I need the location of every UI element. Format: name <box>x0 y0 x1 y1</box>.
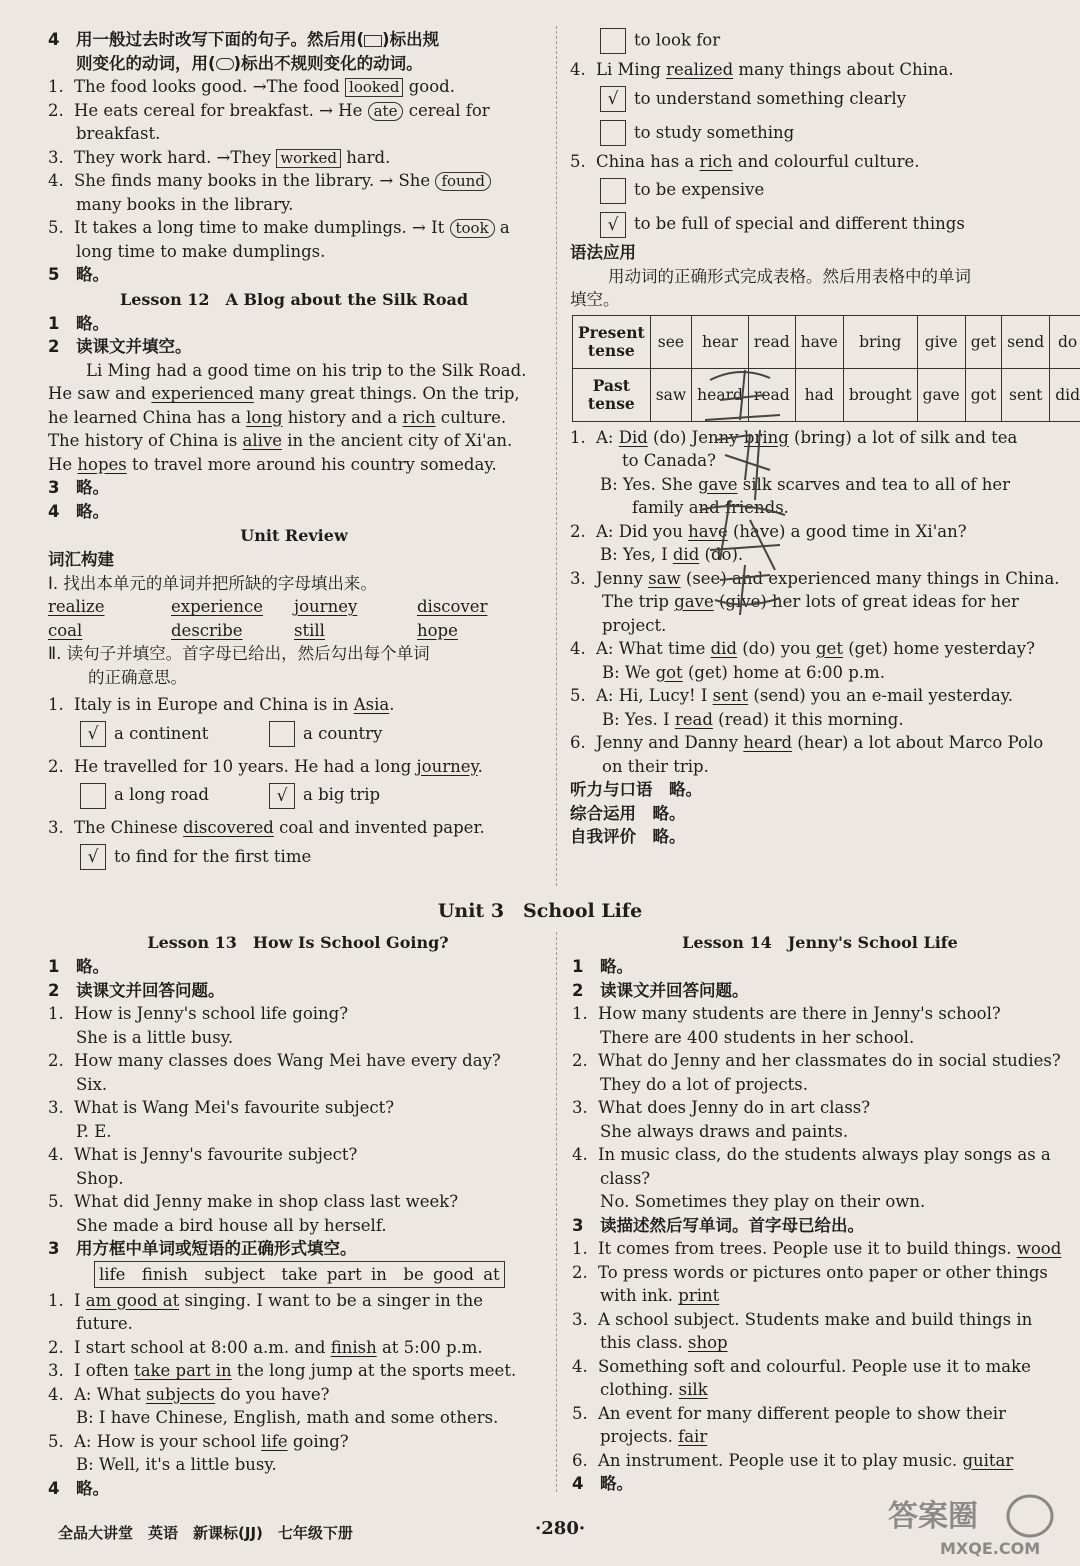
checkbox-checked: √ <box>600 212 626 238</box>
vocab-part-ii: Ⅱ. 读句子并填空。首字母已给出，然后勾出每个单词 <box>48 644 430 663</box>
grammar-item-5a: 5. A: Hi, Lucy! I sent (send) you an e-mail yesterday. <box>570 686 1014 705</box>
option-label: a long road <box>114 785 209 804</box>
grammar-item-1a: 1. A: Did (do) Jenny bring (bring) a lot of silk and tea <box>570 427 1018 447</box>
item-text: The Chinese <box>74 818 184 837</box>
question-text: What is Wang Mei's favourite subject? <box>74 1098 395 1117</box>
svg-text:MXQE.COM: MXQE.COM <box>940 1539 1041 1558</box>
answer: take part in <box>134 1361 232 1380</box>
l12-q4: 4 略。 <box>48 501 109 521</box>
grammar-item-2a: 2. A: Did you have (have) a good time in Xi'an? <box>570 521 967 541</box>
phrase-box-row <box>48 1261 548 1289</box>
item-continuation: B: I have Chinese, English, math and some others. <box>76 1408 499 1427</box>
question-4-items <box>48 75 540 263</box>
grammar-item-6-cont: on their trip. <box>602 756 709 776</box>
item-number: 4. <box>572 1145 588 1164</box>
item-text: . <box>389 695 395 714</box>
unit-3-title: Unit 3 School Life <box>437 900 643 922</box>
item-text: I often <box>74 1361 135 1380</box>
item-number: 4. <box>48 171 64 190</box>
answer: print <box>678 1286 720 1305</box>
passage-line: He hopes to travel more around his country someday. <box>48 454 497 474</box>
answer: shop <box>688 1333 728 1352</box>
grammar-item-4b: B: We got (get) home at 6:00 p.m. <box>602 662 885 682</box>
answer: guitar <box>962 1450 1014 1470</box>
vocab-word: describe <box>171 620 243 640</box>
grammar-item-3-cont: The trip gave (give) her lots of great ideas for her <box>602 592 1019 611</box>
vocab-word: hope <box>417 620 458 640</box>
list-item <box>572 1402 1068 1426</box>
grammar-item-6: 6. Jenny and Danny heard (hear) a lot about Marco Polo <box>570 733 1044 752</box>
lesson-13-column <box>48 930 548 1500</box>
lesson-14-column <box>572 930 1068 1496</box>
item-text: He eats cereal for breakfast. → He <box>74 100 368 120</box>
item-text: An event for many different people to show their <box>598 1403 1006 1423</box>
answer: alive <box>242 431 283 450</box>
question-text: How many classes does Wang Mei have every day? <box>74 1051 501 1070</box>
circled-answer: took <box>450 219 495 238</box>
item-text: A: How is your school <box>74 1431 262 1451</box>
past-tense-cell: had <box>795 368 843 421</box>
option-row <box>48 840 540 874</box>
vocab-word: journey <box>294 597 358 616</box>
list-item <box>48 1336 548 1360</box>
lesson-14-title: Lesson 14 Jenny's School Life <box>682 933 958 952</box>
svg-text:答案圈: 答案圈 <box>888 1499 978 1534</box>
question-row <box>48 1049 548 1073</box>
item-text: She finds many books in the library. → She <box>74 171 436 190</box>
word-row <box>48 595 540 619</box>
vocab-word: still <box>294 620 325 640</box>
item-continuation: long time to make dumplings. <box>76 241 326 261</box>
word-row <box>48 619 540 643</box>
passage-line: Li Ming had a good time on his trip to the Silk Road. <box>86 360 527 380</box>
item-number: 4. <box>48 1145 64 1164</box>
option-row: to study something <box>570 116 1062 150</box>
list-item <box>48 755 540 779</box>
question-continuation: class? <box>600 1168 651 1188</box>
present-tense-cell: see <box>650 315 691 368</box>
item-text: It comes from trees. People use it to build things. <box>598 1239 1017 1258</box>
answer: read <box>674 709 713 729</box>
answer: discovered <box>183 818 274 837</box>
checkbox <box>600 28 626 54</box>
question-row <box>572 1049 1068 1073</box>
circled-answer: found <box>435 172 491 191</box>
item-text: A school subject. Students make and build things in <box>598 1309 1033 1329</box>
question-text: In music class, do the students always play songs as a <box>598 1145 1051 1164</box>
item-number: 3. <box>48 1098 64 1117</box>
past-tense-cell: read <box>748 368 795 421</box>
vocab-part-i: Ⅰ. 找出本单元的单词并把所缺的字母填出来。 <box>48 573 377 593</box>
item-text: projects. <box>600 1427 679 1446</box>
tense-table <box>572 315 1080 422</box>
answer-text: No. Sometimes they play on their own. <box>600 1192 926 1211</box>
answer: bring <box>743 427 789 447</box>
list-item <box>48 1289 548 1313</box>
watermark-logo <box>880 1488 1070 1560</box>
item-number: 3. <box>48 147 64 167</box>
vocab-word: discover <box>417 597 488 616</box>
l12-q1: 1 略。 <box>48 313 109 333</box>
answer: have <box>688 521 728 541</box>
vocab-ii-items <box>48 693 540 874</box>
answer: rich <box>402 407 436 427</box>
answer-text: Six. <box>76 1074 108 1094</box>
answer: wood <box>1016 1239 1062 1258</box>
item-number: 2. <box>48 100 64 120</box>
question-text: What is Jenny's favourite subject? <box>74 1145 358 1164</box>
answer: experienced <box>151 384 254 403</box>
l13-q4: 4 略。 <box>48 1478 109 1498</box>
option-label: a country <box>303 723 383 743</box>
item-continuation <box>572 1378 1068 1402</box>
item-text: They work hard. →They <box>74 147 277 167</box>
item-text: this class. <box>600 1333 689 1352</box>
item-text: at 5:00 p.m. <box>376 1337 483 1357</box>
option-label: a big trip <box>303 785 381 804</box>
present-tense-cell: read <box>748 315 795 368</box>
present-tense-cell: have <box>795 315 843 368</box>
list-item <box>572 1449 1068 1473</box>
grammar-item-3-cont2: project. <box>602 615 667 635</box>
left-column-top <box>48 28 540 874</box>
answer-text: She is a little busy. <box>76 1027 234 1047</box>
grammar-heading: 语法应用 <box>570 243 636 262</box>
answer: silk <box>678 1380 708 1399</box>
item-text: An instrument. People use it to play music. <box>598 1450 963 1470</box>
item-text: It takes a long time to make dumplings. → It <box>74 218 450 237</box>
grammar-item-2b: B: Yes, I did (do). <box>600 545 744 564</box>
answer: gave <box>674 592 714 611</box>
answer: fair <box>678 1427 708 1446</box>
answer: life <box>261 1431 288 1451</box>
item-text: clothing. <box>600 1380 679 1399</box>
item-text: good. <box>403 77 455 96</box>
item-number: 3. <box>572 1098 588 1117</box>
past-tense-cell: saw <box>650 368 691 421</box>
present-tense-cell: hear <box>692 315 749 368</box>
grammar-item-3: 3. Jenny saw (see) and experienced many things in China. <box>570 568 1060 588</box>
l12-q2: 2 读课文并填空。 <box>48 337 192 356</box>
option-row: to look for <box>570 28 1062 58</box>
checkbox-checked: √ <box>600 86 626 112</box>
item-text: A: What <box>74 1384 147 1404</box>
question-text: How is Jenny's school life going? <box>74 1004 349 1023</box>
box-symbol <box>364 35 382 47</box>
lesson-13-title: Lesson 13 How Is School Going? <box>147 933 449 952</box>
answer: did <box>710 639 737 658</box>
self-evaluation-section: 自我评价 略。 <box>570 827 686 846</box>
right-column-top <box>570 28 1080 849</box>
item-text: Italy is in Europe and China is in <box>74 695 354 714</box>
question-row <box>572 1002 1068 1026</box>
answer: Did <box>618 427 648 447</box>
past-tense-cell: gave <box>917 368 965 421</box>
item-continuation: B: Well, it's a little busy. <box>76 1455 277 1474</box>
l12-q3: 3 略。 <box>48 478 109 497</box>
present-tense-cell: bring <box>843 315 917 368</box>
item-continuation: breakfast. <box>76 124 161 143</box>
answer: journey <box>416 756 478 776</box>
present-tense-cell: get <box>965 315 1001 368</box>
l13-q2: 2 读课文并回答问题。 <box>48 980 225 1000</box>
grammar-item-1b-cont: family and friends. <box>632 498 789 517</box>
item-text: He travelled for 10 years. He had a long <box>74 756 417 776</box>
answer: hopes <box>77 454 127 474</box>
passage <box>48 359 540 477</box>
question-4-instruction-cont: 则变化的动词，用( )标出不规则变化的动词。 <box>76 53 423 73</box>
item-text: going? <box>287 1431 349 1451</box>
passage-line: He saw and experienced many great things. On the trip, <box>48 384 520 403</box>
list-item <box>48 1430 548 1454</box>
column-divider <box>556 932 557 1492</box>
checkbox <box>269 721 295 747</box>
vocab-heading: 词汇构建 <box>48 550 114 569</box>
question-row <box>48 1002 548 1026</box>
question-4-instruction: 4 用一般过去时改写下面的句子。然后用( )标出规 <box>48 30 440 49</box>
l14-q2: 2 读课文并回答问题。 <box>572 980 749 1000</box>
boxed-answer: worked <box>276 149 341 168</box>
question-text: How many students are there in Jenny's school? <box>598 1004 1001 1023</box>
answer: sent <box>712 686 749 705</box>
item-text: I <box>74 1290 86 1310</box>
answer: get <box>816 639 843 658</box>
item-number: 1. <box>572 1239 588 1258</box>
option-row <box>48 717 540 751</box>
question-text: What do Jenny and her classmates do in social studies? <box>598 1051 1061 1070</box>
item-text: hard. <box>340 147 391 167</box>
item-text: coal and invented paper. <box>273 818 485 837</box>
item-number: 5. <box>48 1431 64 1451</box>
l13-qa-list <box>48 1002 548 1237</box>
item-text: The food looks good. →The food <box>74 77 346 96</box>
item-continuation: many books in the library. <box>76 194 294 214</box>
l14-q3: 3 读描述然后写单词。首字母已给出。 <box>572 1215 864 1235</box>
grammar-instruction: 用动词的正确形式完成表格。然后用表格中的单词 <box>608 266 971 286</box>
item-number: 3. <box>48 1361 64 1380</box>
grammar-instruction-cont: 填空。 <box>570 290 620 309</box>
unit-review-title: Unit Review <box>240 526 348 545</box>
item-text: Something soft and colourful. People use it to make <box>598 1356 1031 1376</box>
answer-text: They do a lot of projects. <box>600 1074 809 1094</box>
list-item <box>572 1237 1068 1261</box>
item-number: 5. <box>572 1403 588 1423</box>
item-number: 2. <box>572 1051 588 1070</box>
past-tense-cell: heard <box>692 368 749 421</box>
list-item <box>48 169 540 193</box>
vocab-word: coal <box>48 620 83 640</box>
vocab-word: realize <box>48 597 105 616</box>
answer: realized <box>666 60 734 79</box>
checkbox <box>80 783 106 809</box>
comprehensive-section: 综合运用 略。 <box>570 803 686 823</box>
item-number: 1. <box>48 1290 64 1310</box>
lesson-12-title: Lesson 12 A Blog about the Silk Road <box>119 289 469 309</box>
boxed-answer: looked <box>345 78 403 97</box>
grammar-item-1b: B: Yes. She gave silk scarves and tea to all of her <box>600 474 1011 494</box>
question-text: What did Jenny make in shop class last week? <box>74 1192 459 1211</box>
question-row <box>48 1190 548 1214</box>
vocab-word: experience <box>171 597 263 616</box>
item-continuation: future. <box>76 1314 133 1333</box>
list-item <box>572 1355 1068 1379</box>
answer-text: She made a bird house all by herself. <box>76 1215 387 1235</box>
checkbox-checked: √ <box>269 783 295 809</box>
present-tense-cell: do <box>1050 315 1080 368</box>
answer: rich <box>699 151 733 171</box>
item-number: 1. <box>48 1004 64 1023</box>
checkbox-checked: √ <box>80 721 106 747</box>
list-item <box>572 1261 1068 1285</box>
item-number: 4. <box>48 1384 64 1404</box>
phrase-box: life finish subject take part in be good at <box>94 1261 505 1289</box>
l13-fill-list <box>48 1289 548 1477</box>
list-item <box>48 1383 548 1407</box>
footer-book-title: 全品大讲堂 英语 新课标(JJ) 七年级下册 <box>58 1524 353 1542</box>
grammar-item-4a: 4. A: What time did (do) you get (get) home yesterday? <box>570 639 1035 658</box>
answer-text: Shop. <box>76 1168 124 1188</box>
item-number: 5. <box>48 1192 64 1211</box>
list-item <box>48 216 540 240</box>
answer: finish <box>330 1337 377 1357</box>
question-text: What does Jenny do in art class? <box>598 1098 871 1117</box>
list-item <box>48 1359 548 1383</box>
checkbox <box>600 178 626 204</box>
checkbox-checked: √ <box>80 844 106 870</box>
item-4: 4. Li Ming realized many things about China. <box>570 60 954 79</box>
item-number: 3. <box>48 818 64 837</box>
past-tense-cell: sent <box>1002 368 1050 421</box>
item-text: do you have? <box>214 1384 330 1404</box>
item-text: the long jump at the sports meet. <box>231 1361 517 1380</box>
answer-text: She always draws and paints. <box>600 1121 849 1141</box>
answer-text: There are 400 students in her school. <box>600 1027 915 1047</box>
item-number: 5. <box>48 218 64 237</box>
answer: heard <box>743 733 793 752</box>
item-number: 1. <box>572 1004 588 1023</box>
passage-line: The history of China is alive in the ancient city of Xi'an. <box>48 431 513 450</box>
checkbox <box>600 120 626 146</box>
item-text: I start school at 8:00 a.m. and <box>74 1337 331 1357</box>
listening-section: 听力与口语 略。 <box>570 780 702 799</box>
l14-q4: 4 略。 <box>572 1474 633 1493</box>
answer: got <box>655 662 683 682</box>
handwritten-scribble <box>690 360 800 620</box>
oval-symbol <box>216 58 234 70</box>
item-text: cereal for <box>403 100 490 120</box>
circled-answer: ate <box>368 102 404 121</box>
past-tense-label: Past tense <box>573 368 651 421</box>
present-tense-cell: send <box>1002 315 1050 368</box>
item-number: 2. <box>48 1337 64 1357</box>
answer: did <box>672 545 700 564</box>
option-row: to be expensive <box>570 173 1062 207</box>
item-continuation <box>572 1425 1068 1449</box>
item-number: 2. <box>48 1051 64 1070</box>
list-item <box>572 1308 1068 1332</box>
answer: gave <box>698 474 738 494</box>
present-tense-cell: give <box>917 315 965 368</box>
item-text: singing. I want to be a singer in the <box>179 1290 484 1310</box>
question-row <box>48 1096 548 1120</box>
item-number: 1. <box>48 77 64 96</box>
item-number: 4. <box>572 1356 588 1376</box>
question-row <box>572 1143 1068 1167</box>
column-divider <box>556 26 557 886</box>
passage-line: he learned China has a long history and a rich culture. <box>48 407 507 427</box>
list-item <box>48 75 540 99</box>
item-number: 1. <box>48 695 64 714</box>
option-row: √ to understand something clearly <box>570 82 1062 116</box>
past-tense-cell: got <box>965 368 1001 421</box>
answer: am good at <box>85 1290 180 1310</box>
question-row <box>48 1143 548 1167</box>
l13-q3: 3 用方框中单词或短语的正确形式填空。 <box>48 1239 357 1258</box>
list-item <box>48 99 540 123</box>
item-number: 2. <box>48 756 64 776</box>
l14-qa-list <box>572 1002 1068 1214</box>
present-tense-label: Present tense <box>573 315 651 368</box>
item-number: 2. <box>572 1262 588 1282</box>
option-row <box>48 778 540 812</box>
present-tense-row <box>573 315 1080 368</box>
question-5: 5 略。 <box>48 265 109 284</box>
answer: saw <box>648 568 681 588</box>
grammar-item-5b: B: Yes. I read (read) it this morning. <box>602 709 904 729</box>
option-label: to find for the first time <box>114 846 312 866</box>
grammar-item-1a-cont: to Canada? <box>622 451 716 470</box>
list-item <box>48 816 540 840</box>
item-number: 3. <box>572 1309 588 1329</box>
option-row: √ to be full of special and different things <box>570 207 1062 241</box>
item-continuation <box>572 1331 1068 1355</box>
item-text: with ink. <box>600 1286 679 1305</box>
answer: long <box>246 407 283 427</box>
list-item <box>48 146 540 170</box>
item-text: a <box>494 218 510 237</box>
past-tense-cell: did <box>1050 368 1080 421</box>
list-item <box>48 693 540 717</box>
question-row <box>572 1096 1068 1120</box>
option-label: a continent <box>114 723 209 743</box>
vocab-part-ii-cont: 的正确意思。 <box>88 667 187 687</box>
item-continuation <box>572 1284 1068 1308</box>
l14-desc-list <box>572 1237 1068 1472</box>
item-5: 5. China has a rich and colourful culture. <box>570 151 920 171</box>
past-tense-cell: brought <box>843 368 917 421</box>
item-text: To press words or pictures onto paper or other things <box>598 1262 1048 1282</box>
answer-text: P. E. <box>76 1121 112 1141</box>
l13-q1: 1 略。 <box>48 957 109 976</box>
page-number: ·280· <box>535 1518 586 1539</box>
item-number: 6. <box>572 1450 588 1470</box>
l14-q1: 1 略。 <box>572 957 633 976</box>
past-tense-row <box>573 368 1080 421</box>
item-text: . <box>477 756 483 776</box>
answer: Asia <box>353 695 390 714</box>
answer: subjects <box>146 1384 215 1404</box>
